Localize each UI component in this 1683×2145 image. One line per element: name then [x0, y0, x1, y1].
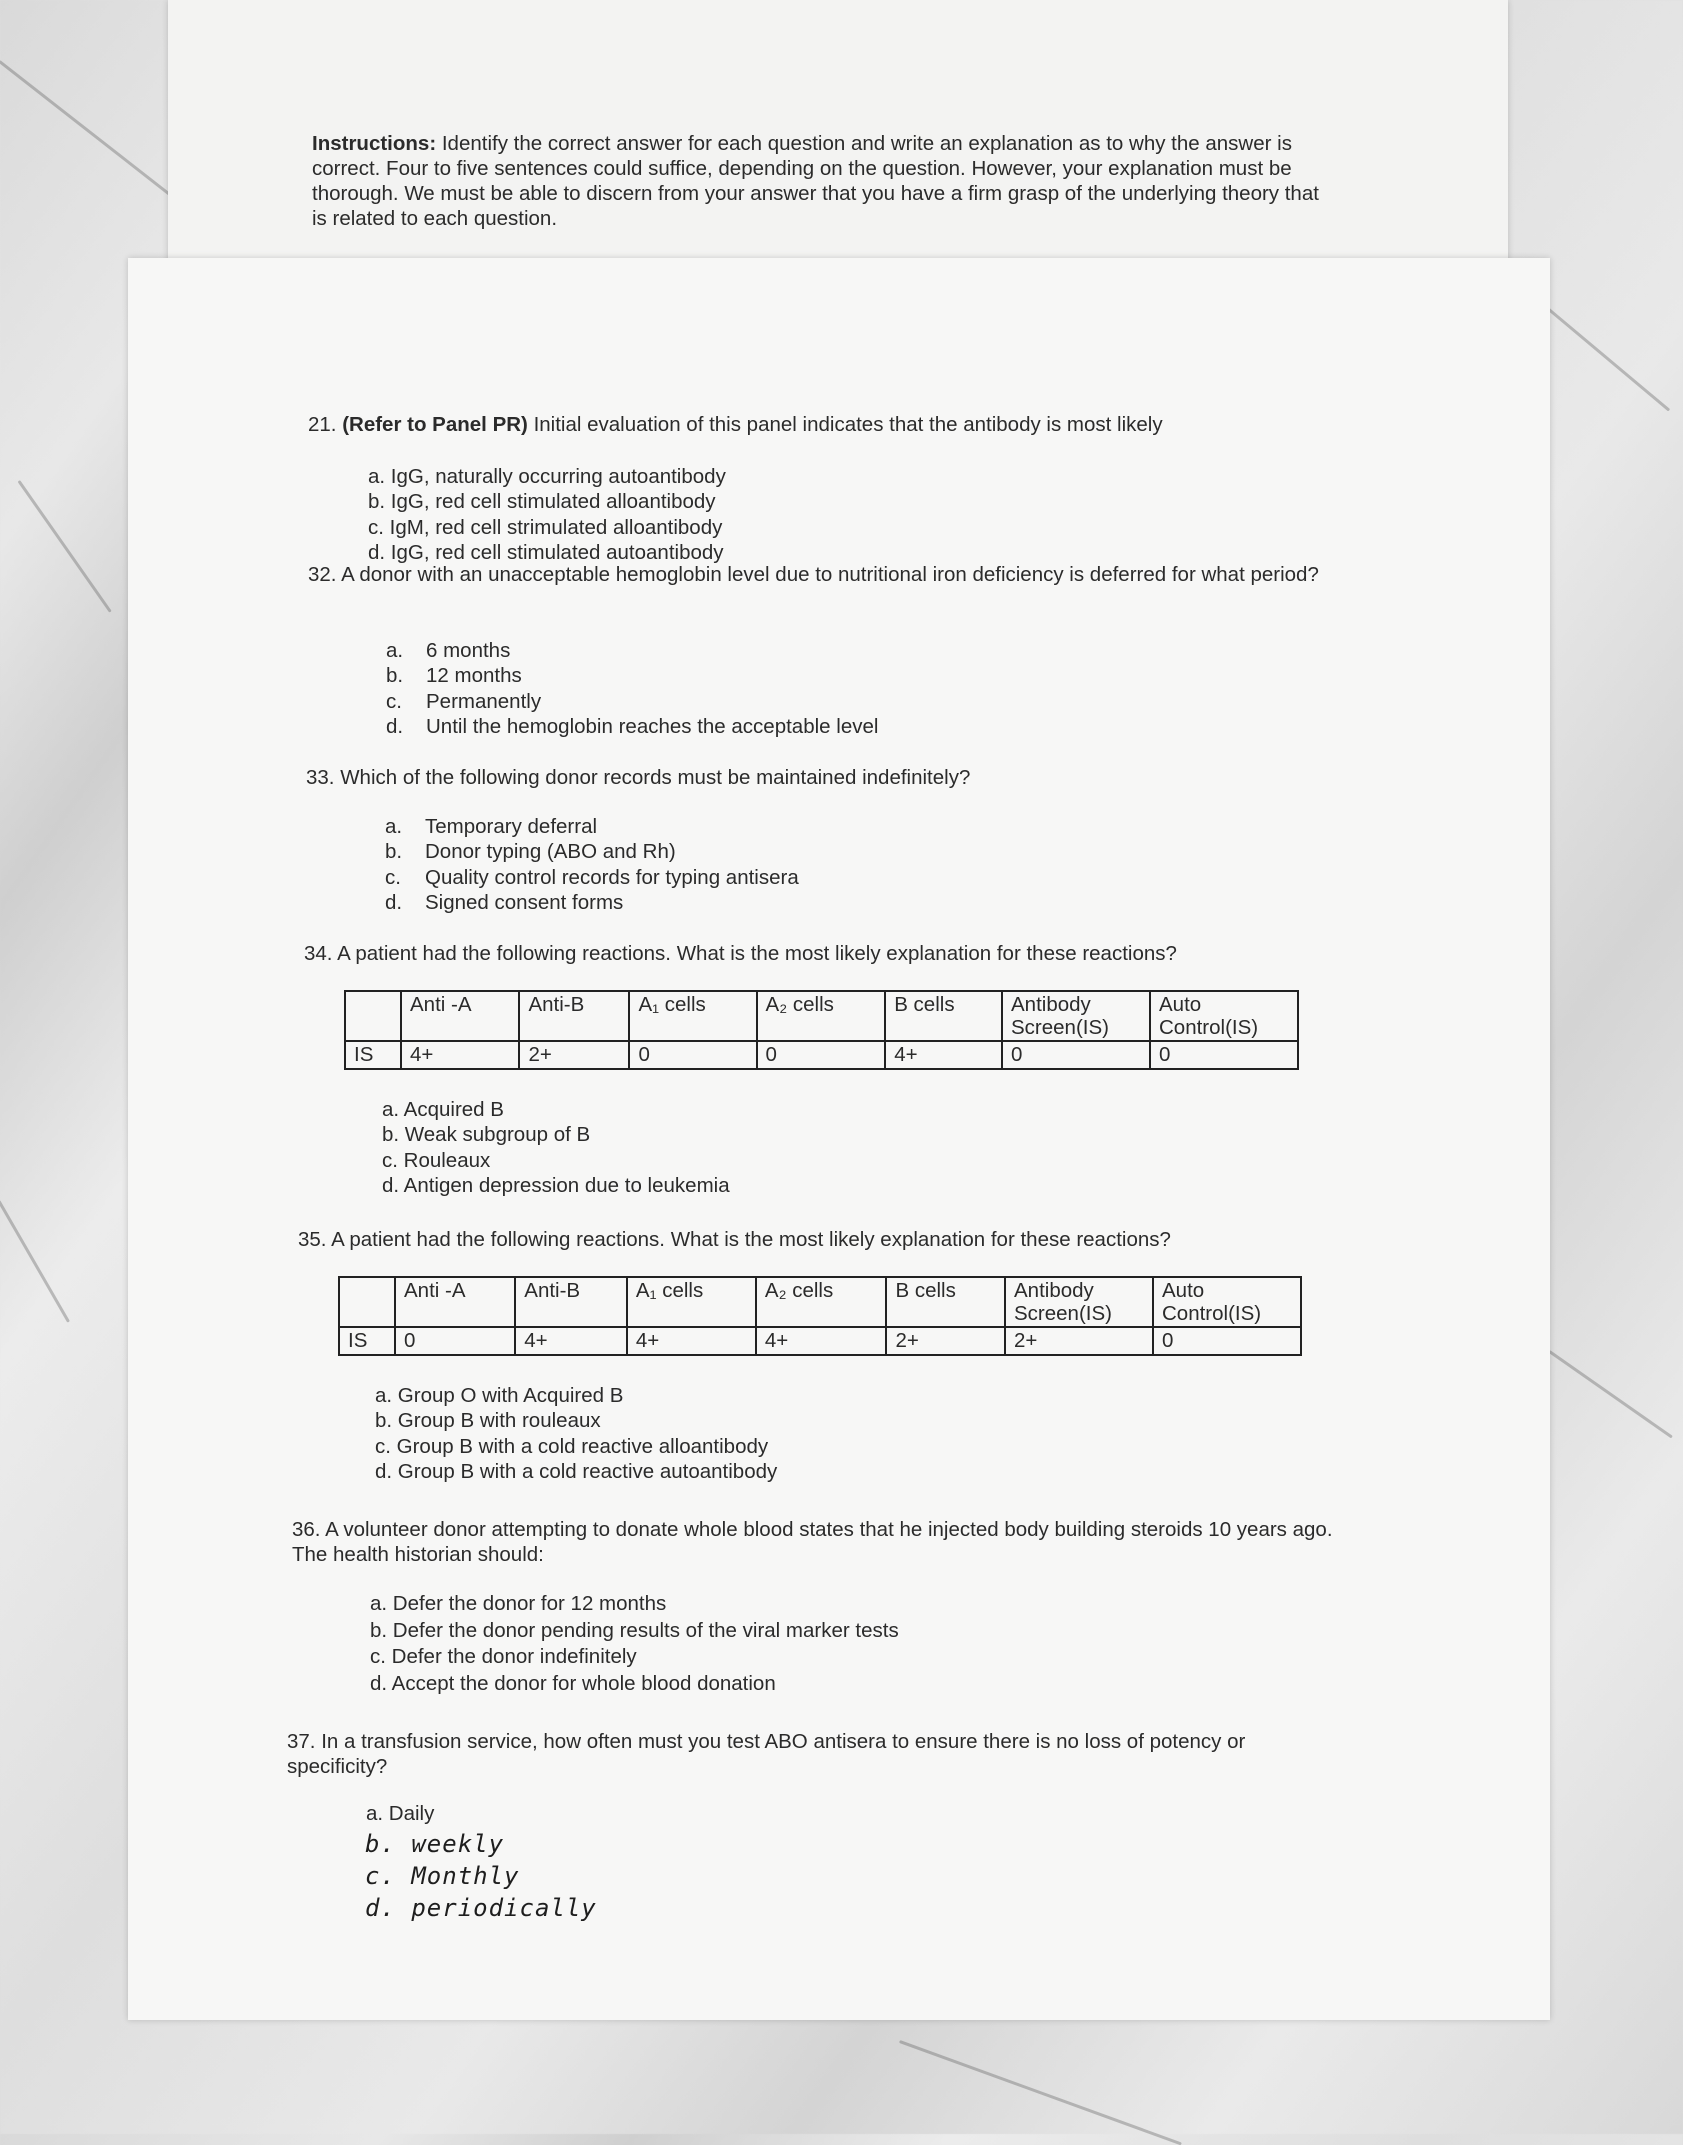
- option: [385, 890, 799, 915]
- option: [385, 865, 799, 890]
- table-cell: 4+: [515, 1327, 627, 1355]
- option-label: b.: [385, 840, 403, 864]
- question-bold-prefix: (Refer to Panel PR): [342, 413, 528, 436]
- question-number: 34.: [304, 942, 333, 965]
- option-label: a.: [385, 815, 403, 838]
- question-text: A donor with an unacceptable hemoglobin level due to nutritional iron deficiency is deferred for what period?: [341, 563, 1319, 586]
- marble-vein: [0, 60, 189, 210]
- marble-vein: [1538, 300, 1670, 412]
- table-header: [339, 1277, 395, 1327]
- option: a. Daily: [366, 1802, 435, 1825]
- option-label: d.: [385, 890, 403, 914]
- marble-vein: [18, 480, 112, 613]
- option-label: d.: [386, 714, 404, 738]
- table-cell: 0: [1002, 1041, 1150, 1069]
- table-header: B cells: [886, 1277, 1005, 1327]
- option: [385, 839, 799, 864]
- question-number: 36.: [292, 1518, 321, 1541]
- table-header: A₁ cells: [629, 991, 756, 1041]
- question-33: [306, 765, 1346, 790]
- option: c. IgM, red cell strimulated alloantibody: [368, 515, 723, 539]
- options-37: [366, 1801, 434, 1826]
- question-text: A patient had the following reactions. What is the most likely explanation for these reactions?: [331, 1228, 1171, 1251]
- question-number: 33.: [306, 766, 335, 789]
- options-32: [386, 638, 878, 739]
- table-cell: 2+: [1005, 1327, 1153, 1355]
- question-35: [298, 1227, 1338, 1252]
- table-row: [345, 1041, 1298, 1069]
- option-text: Until the hemoglobin reaches the acceptable level: [426, 714, 879, 738]
- handwritten-options: [365, 1828, 597, 1924]
- instructions: [312, 131, 1332, 231]
- instructions-text: Identify the correct answer for each question and write an explanation as to why the answer is correct. Four to five sentences could suffice, depending on the question. However, your explanation must be thorough. We must be able to discern from your answer that you have a firm grasp of the underlying theory that is related to each question.: [312, 132, 1319, 230]
- question-text: A volunteer donor attempting to donate whole blood states that he injected body building steroids 10 years ago. The health historian should:: [292, 1518, 1333, 1566]
- table-header: A₂ cells: [756, 1277, 887, 1327]
- table-header: Antibody Screen(IS): [1005, 1277, 1153, 1327]
- option-text: Permanently: [426, 689, 542, 713]
- table-cell: 4+: [627, 1327, 756, 1355]
- option: [386, 663, 878, 688]
- table-header: Anti -A: [395, 1277, 515, 1327]
- option: b. Defer the donor pending results of the viral marker tests: [370, 1618, 899, 1642]
- option-label: c.: [385, 865, 401, 889]
- option: b. Group B with rouleaux: [375, 1409, 601, 1433]
- option: d. IgG, red cell stimulated autoantibody: [368, 540, 724, 564]
- option-text: Signed consent forms: [425, 890, 624, 914]
- reaction-table-34: [344, 990, 1299, 1070]
- option: c. Rouleaux: [382, 1148, 491, 1172]
- option-label: c.: [386, 689, 402, 713]
- option-label: a.: [386, 639, 404, 662]
- question-34: [304, 941, 1344, 966]
- question-text: Initial evaluation of this panel indicates that the antibody is most likely: [533, 413, 1163, 436]
- option-label: b.: [386, 664, 404, 688]
- question-number: 35.: [298, 1228, 327, 1251]
- option: b. IgG, red cell stimulated alloantibody: [368, 490, 716, 514]
- table-cell: IS: [339, 1327, 395, 1355]
- option: [385, 814, 799, 839]
- options-21: [368, 464, 726, 565]
- marble-vein: [1548, 1350, 1673, 1438]
- table-header: B cells: [885, 991, 1002, 1041]
- table-header-row: [339, 1277, 1301, 1327]
- question-text: In a transfusion service, how often must you test ABO antisera to ensure there is no loss of potency or specificity?: [287, 1730, 1246, 1778]
- table-header: Anti-B: [515, 1277, 627, 1327]
- options-33: [385, 814, 799, 915]
- option: b. Weak subgroup of B: [382, 1123, 591, 1147]
- marble-vein: [899, 2040, 1182, 2145]
- option: a. Defer the donor for 12 months: [370, 1592, 667, 1615]
- table-header: Auto Control(IS): [1150, 991, 1298, 1041]
- table-header-row: [345, 991, 1298, 1041]
- table-cell: 0: [629, 1041, 756, 1069]
- table-cell: 0: [395, 1327, 515, 1355]
- option: d. Group B with a cold reactive autoantibody: [375, 1459, 778, 1483]
- option: a. Group O with Acquired B: [375, 1384, 624, 1407]
- option: [386, 689, 878, 714]
- question-21: [308, 412, 1348, 437]
- options-34: [382, 1097, 730, 1198]
- option: d. Antigen depression due to leukemia: [382, 1173, 730, 1197]
- option: d. Accept the donor for whole blood donation: [370, 1671, 776, 1695]
- handwritten-option: d. periodically: [365, 1894, 597, 1922]
- option: a. IgG, naturally occurring autoantibody: [368, 465, 726, 488]
- option: a. Acquired B: [382, 1098, 504, 1121]
- question-32: [308, 562, 1338, 587]
- option: c. Group B with a cold reactive alloantibody: [375, 1434, 769, 1458]
- table-cell: 4+: [756, 1327, 887, 1355]
- table-cell: 0: [1153, 1327, 1301, 1355]
- option-text: Donor typing (ABO and Rh): [425, 840, 676, 864]
- question-36: [292, 1517, 1342, 1567]
- table-cell: 0: [757, 1041, 886, 1069]
- table-cell: 2+: [519, 1041, 629, 1069]
- option: c. Defer the donor indefinitely: [370, 1645, 637, 1668]
- option-text: Temporary deferral: [425, 815, 598, 838]
- question-number: 21.: [308, 413, 337, 436]
- reaction-table-35: [338, 1276, 1302, 1356]
- table-header: A₁ cells: [627, 1277, 756, 1327]
- table-cell: 4+: [885, 1041, 1002, 1069]
- option: [386, 714, 878, 739]
- options-36: [370, 1591, 899, 1697]
- table-header: A₂ cells: [757, 991, 886, 1041]
- handwritten-option: c. Monthly: [365, 1862, 520, 1890]
- table-header: Anti-B: [519, 991, 629, 1041]
- handwritten-option: b. weekly: [365, 1830, 505, 1858]
- table-header: Anti -A: [401, 991, 519, 1041]
- option-text: Quality control records for typing antisera: [425, 865, 799, 889]
- option-text: 6 months: [426, 639, 511, 662]
- question-text: A patient had the following reactions. What is the most likely explanation for these reactions?: [337, 942, 1177, 965]
- table-cell: 0: [1150, 1041, 1298, 1069]
- question-text: Which of the following donor records must be maintained indefinitely?: [340, 766, 971, 789]
- option-text: 12 months: [426, 664, 522, 688]
- table-header: Antibody Screen(IS): [1002, 991, 1150, 1041]
- table-cell: IS: [345, 1041, 401, 1069]
- table-cell: 2+: [886, 1327, 1005, 1355]
- table-row: [339, 1327, 1301, 1355]
- question-number: 37.: [287, 1730, 316, 1753]
- option: [386, 638, 878, 663]
- question-37: [287, 1729, 1337, 1779]
- question-number: 32.: [308, 563, 337, 586]
- marble-vein: [0, 1200, 70, 1323]
- options-35: [375, 1383, 777, 1484]
- table-cell: 4+: [401, 1041, 519, 1069]
- table-header: Auto Control(IS): [1153, 1277, 1301, 1327]
- instructions-label: Instructions:: [312, 132, 437, 155]
- table-header: [345, 991, 401, 1041]
